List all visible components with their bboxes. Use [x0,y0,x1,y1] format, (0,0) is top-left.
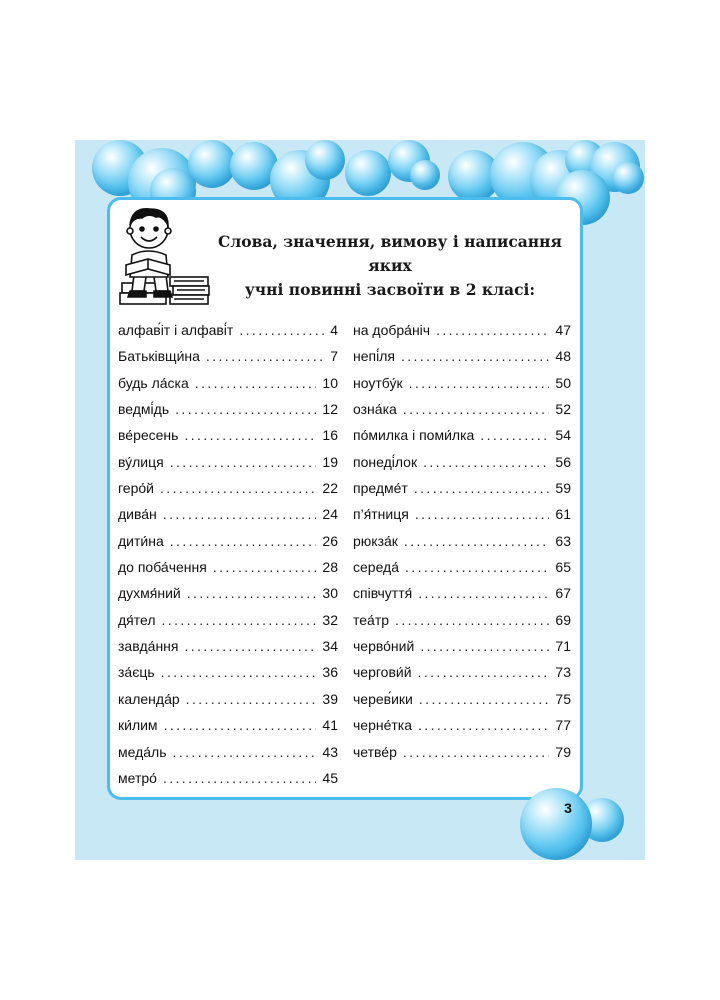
index-entry [353,322,571,348]
dot-leader [480,427,549,443]
index-entry [118,585,338,611]
index-entry [118,612,338,638]
heading-line-1: Слова, значення, вимову і написання яких [218,232,562,275]
index-entry [353,744,571,770]
entry-page-number: 69 [555,611,571,628]
entry-page-number: 7 [330,348,338,365]
dot-leader [403,744,550,760]
entry-word: ноутбу́к [353,374,403,391]
dot-leader [409,375,550,391]
entry-page-number: 63 [555,532,571,549]
entry-page-number: 52 [555,401,571,418]
dot-leader [206,348,324,364]
index-entry [353,638,571,664]
index-entry [118,717,338,743]
dot-leader [160,480,316,496]
dot-leader [170,454,317,470]
entry-page-number: 45 [322,769,338,786]
entry-page-number: 16 [322,427,338,444]
dot-leader [163,770,316,786]
index-entry [118,401,338,427]
dot-leader [170,533,317,549]
entry-word: алфав́іт і алфаві́т [118,322,234,338]
index-entry [118,454,338,480]
entry-word: черне́тка [353,717,413,734]
index-entry [353,375,571,401]
dot-leader [418,585,549,601]
index-entry [118,691,338,717]
entry-page-number: 50 [555,374,571,391]
entry-word: на добра́ніч [353,322,431,338]
dot-leader [213,559,317,575]
index-entry [118,506,338,532]
word-list-left [118,322,338,796]
entry-word: ву́лиця [118,453,164,470]
entry-word: ве́ресень [118,427,179,444]
entry-page-number: 54 [555,427,571,444]
entry-page-number: 34 [322,638,338,655]
section-heading [210,230,570,302]
entry-word: непі́ля [353,348,395,365]
index-entry [353,401,571,427]
entry-page-number: 75 [555,690,571,707]
entry-page-number: 71 [555,638,571,655]
index-entry [118,638,338,664]
index-entry [353,717,571,743]
dot-leader [404,533,550,549]
dot-leader [184,427,316,443]
dot-leader [175,401,316,417]
dot-leader [161,664,317,680]
entry-word: будь ла́ска [118,374,189,391]
dot-leader [187,585,317,601]
entry-page-number: 61 [555,506,571,523]
entry-page-number: 73 [555,664,571,681]
index-entry [118,375,338,401]
entry-word: озна́ка [353,401,397,418]
index-entry [118,744,338,770]
index-entry [353,533,571,559]
entry-page-number: 48 [555,348,571,365]
heading-line-2: учні повинні засвоїти в 2 класі: [244,280,536,299]
entry-page-number: 10 [322,374,338,391]
index-entry [118,348,338,374]
index-entry [353,559,571,585]
index-entry [118,664,338,690]
index-entry [118,427,338,453]
entry-page-number: 47 [555,322,571,338]
dot-leader [420,638,549,654]
dot-leader [418,664,550,680]
dot-leader [415,506,550,522]
entry-word: до поба́чення [118,559,207,576]
index-entry [353,612,571,638]
dot-leader [162,612,317,628]
entry-word: теа́тр [353,611,390,628]
dot-leader [401,348,549,364]
index-entry [118,770,338,796]
entry-page-number: 36 [322,664,338,681]
entry-word: духмя́ний [118,585,181,602]
dot-leader [418,717,549,733]
entry-word: черев́ики [353,690,413,707]
entry-word: метро́ [118,769,157,786]
entry-page-number: 65 [555,559,571,576]
entry-page-number: 79 [555,743,571,760]
entry-word: четве́р [353,743,397,760]
entry-word: рюкза́к [353,532,398,549]
boy-reading-icon [118,205,210,315]
index-entry [353,691,571,717]
dot-leader [423,454,549,470]
index-entry [353,585,571,611]
entry-word: завда́ння [118,638,179,655]
entry-page-number: 67 [555,585,571,602]
entry-word: дива́н [118,506,157,523]
dot-leader [414,480,550,496]
entry-page-number: 39 [322,690,338,707]
entry-word: дити́на [118,532,164,549]
entry-page-number: 22 [322,480,338,497]
entry-word: понеді́лок [353,453,418,470]
dot-leader [436,322,549,338]
dot-leader [186,691,317,707]
dot-leader [395,612,549,628]
entry-word: ки́лим [118,717,158,734]
dot-leader [239,322,324,338]
entry-word: за́єць [118,664,155,681]
entry-page-number: 26 [322,532,338,549]
page-number: 3 [564,800,572,816]
entry-word: черво́ний [353,638,415,655]
dot-leader [173,744,317,760]
entry-word: співчуття́ [353,585,413,602]
entry-page-number: 41 [322,717,338,734]
entry-page-number: 32 [322,611,338,628]
index-entry [118,480,338,506]
entry-word: чергови́й [353,664,412,681]
entry-page-number: 28 [322,559,338,576]
entry-page-number: 43 [322,743,338,760]
index-entry [353,506,571,532]
entry-page-number: 24 [322,506,338,523]
dot-leader [405,559,549,575]
entry-word: Батьківщи́на [118,348,200,365]
dot-leader [163,506,317,522]
index-entry [118,533,338,559]
entry-page-number: 77 [555,717,571,734]
dot-leader [403,401,550,417]
entry-page-number: 4 [330,322,338,338]
index-entry [353,348,571,374]
entry-word: ведмі́дь [118,401,170,418]
word-list-right [353,322,571,770]
entry-word: предме́т [353,480,408,497]
index-entry [353,480,571,506]
entry-page-number: 12 [322,401,338,418]
entry-word: середа́ [353,559,400,576]
dot-leader [164,717,317,733]
entry-word: меда́ль [118,743,167,760]
index-entry [353,454,571,480]
entry-page-number: 56 [555,453,571,470]
entry-page-number: 59 [555,480,571,497]
entry-page-number: 30 [322,585,338,602]
dot-leader [195,375,317,391]
index-entry [353,427,571,453]
entry-word: п’я́тниця [353,506,409,523]
index-entry [118,322,338,348]
dot-leader [419,691,550,707]
entry-word: по́милка і поми́лка [353,427,475,444]
entry-word: дя́тел [118,611,156,628]
index-entry [118,559,338,585]
entry-page-number: 19 [322,453,338,470]
index-entry [353,664,571,690]
dot-leader [184,638,316,654]
entry-word: календа́р [118,690,180,707]
entry-word: геро́й [118,480,154,497]
